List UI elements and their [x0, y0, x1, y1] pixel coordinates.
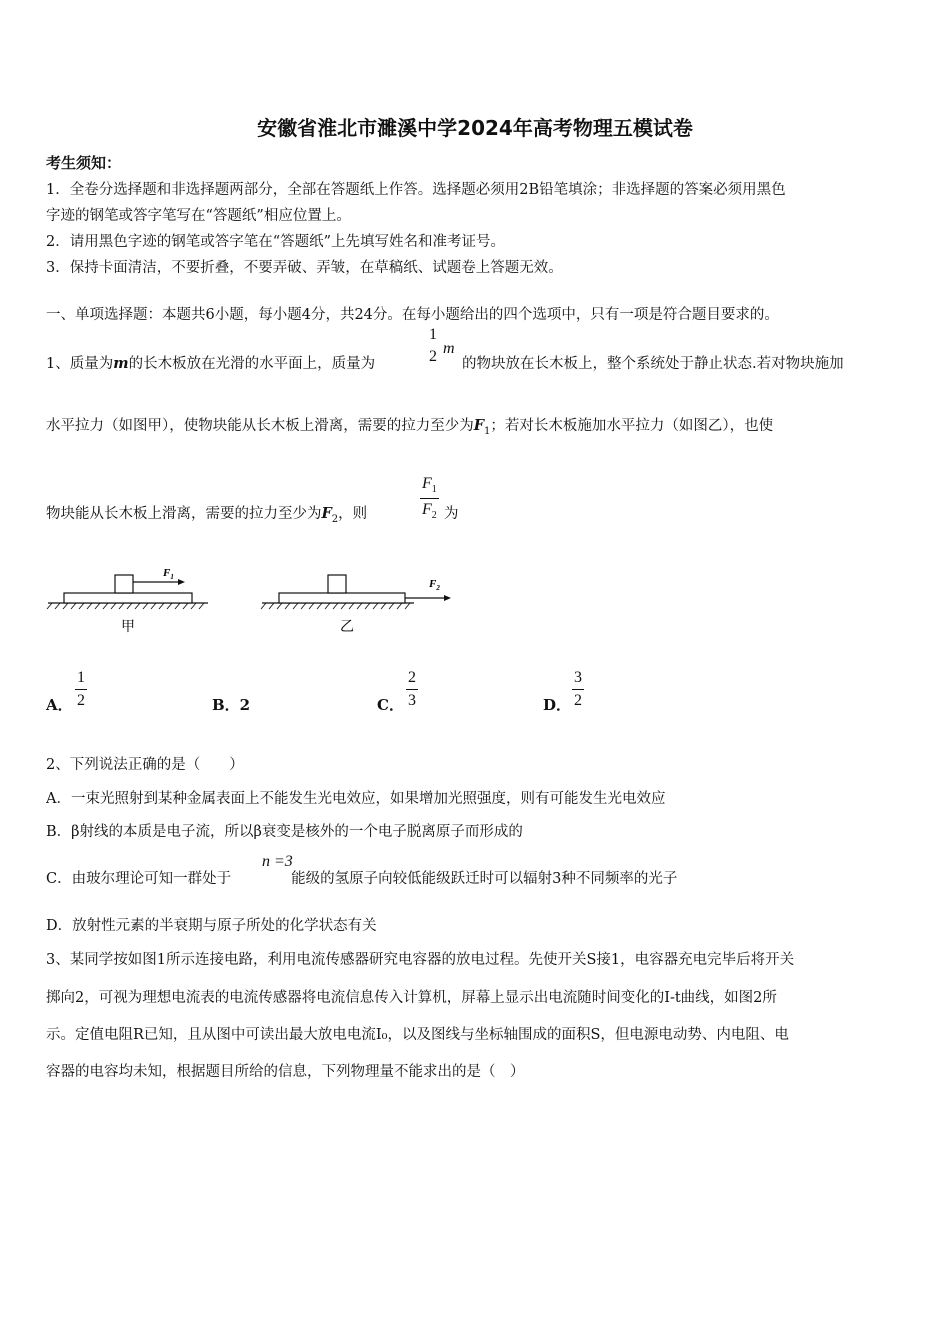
- board-jia: [64, 593, 192, 603]
- notice-item: 1．全卷分选择题和非选择题两部分，全部在答题纸上作答。选择题必须用2B铅笔填涂；非选择题的答案必须用黑色: [46, 182, 786, 198]
- q1-line1: 1、质量为m的长木板放在光滑的水平面上，质量为: [46, 355, 376, 372]
- q1-fraction-half: 1 2: [429, 326, 437, 365]
- q1-option-b[interactable]: B．2: [212, 696, 251, 714]
- q1-figures: [40, 560, 470, 640]
- force-label-f2: F: [429, 578, 437, 590]
- q1-option-a-label[interactable]: A．: [46, 696, 73, 714]
- figure-yi: [261, 575, 451, 635]
- svg-text:F1: $F_1$: [163, 567, 174, 581]
- q1-mass-symbol: m: [443, 340, 455, 357]
- q3-line: 容器的电容均未知，根据题目所给的信息，下列物理量不能求出的是（ ）: [46, 1064, 525, 1080]
- q2-option-a[interactable]: A．一束光照射到某种金属表面上不能发生光电效应，如果增加光照强度，则有可能发生光电效应: [46, 791, 666, 807]
- figure-label-jia: 甲: [121, 620, 135, 635]
- q3-line: 示。定值电阻R已知，且从图中可读出最大放电电流I₀，以及图线与坐标轴围成的面积S，但电源电动势、内电阻、电: [46, 1027, 789, 1043]
- notice-heading: 考生须知：: [46, 154, 122, 172]
- q1-line2: 水平拉力（如图甲），使物块能从长木板上滑离，需要的拉力至少为$F_1$；若对长木板施加水平拉力（如图乙），也使: [46, 417, 774, 437]
- q1-line1-cont: 的物块放在长木板上，整个系统处于静止状态.若对物块施加: [462, 356, 844, 372]
- q2-option-d[interactable]: D．放射性元素的半衰期与原子所处的化学状态有关: [46, 918, 377, 934]
- q1-option-d-value: $\frac{3}{2}$: [574, 669, 582, 709]
- section-heading: 一、单项选择题：本题共6小题，每小题4分，共24分。在每小题给出的四个选项中，只有一项是符合题目要求的。: [46, 307, 779, 323]
- figure-label-yi: 乙: [340, 620, 354, 635]
- q1-option-c-label[interactable]: C．: [377, 696, 404, 714]
- q2-option-b[interactable]: B．β射线的本质是电子流，所以β衰变是核外的一个电子脱离原子而形成的: [46, 824, 523, 840]
- q2-stem: 2、下列说法正确的是（ ）: [46, 757, 244, 773]
- q1-option-a-value: $\frac{1}{2}$: [77, 669, 85, 709]
- q1-line3: 物块能从长木板上滑离，需要的拉力至少为$F_2$，则: [46, 505, 368, 525]
- q1-option-c-value: $\frac{2}{3}$: [408, 669, 416, 709]
- block-jia: [115, 575, 133, 593]
- board-yi: [279, 593, 405, 603]
- q2-option-c[interactable]: C．由玻尔理论可知一群处于 能级的氢原子向较低能级跃迁时可以辐射3种不同频率的光子: [46, 871, 678, 887]
- notice-item: 2．请用黑色字迹的钢笔或答字笔在“答题纸”上先填写姓名和准考证号。: [46, 234, 506, 250]
- block-yi: [328, 575, 346, 593]
- page-title: 安徽省淮北市濉溪中学2024年高考物理五模试卷: [257, 116, 693, 140]
- q3-line: 3、某同学按如图1所示连接电路，利用电流传感器研究电容器的放电过程。先使开关S接1，电容器充电完毕后将开关: [46, 952, 795, 968]
- notice-item: 字迹的钢笔或答字笔写在“答题纸”相应位置上。: [46, 208, 351, 224]
- svg-text:F2: $F_2$: [429, 578, 440, 592]
- notice-item: 3．保持卡面清洁，不要折叠，不要弄破、弄皱，在草稿纸、试题卷上答题无效。: [46, 260, 563, 276]
- q3-line: 掷向2，可视为理想电流表的电流传感器将电流信息传入计算机，屏幕上显示出电流随时间变化的I-t曲线，如图2所: [46, 990, 777, 1006]
- figure-jia: [47, 567, 208, 635]
- q1-option-d-label[interactable]: D．: [543, 696, 572, 714]
- q2-formula-n3: n =3: [262, 853, 293, 870]
- q1-line3-end: 为: [444, 506, 459, 522]
- q1-force-ratio: $\frac{F_1}{F_2}$: [422, 475, 437, 522]
- force-label-f1: F: [163, 567, 171, 579]
